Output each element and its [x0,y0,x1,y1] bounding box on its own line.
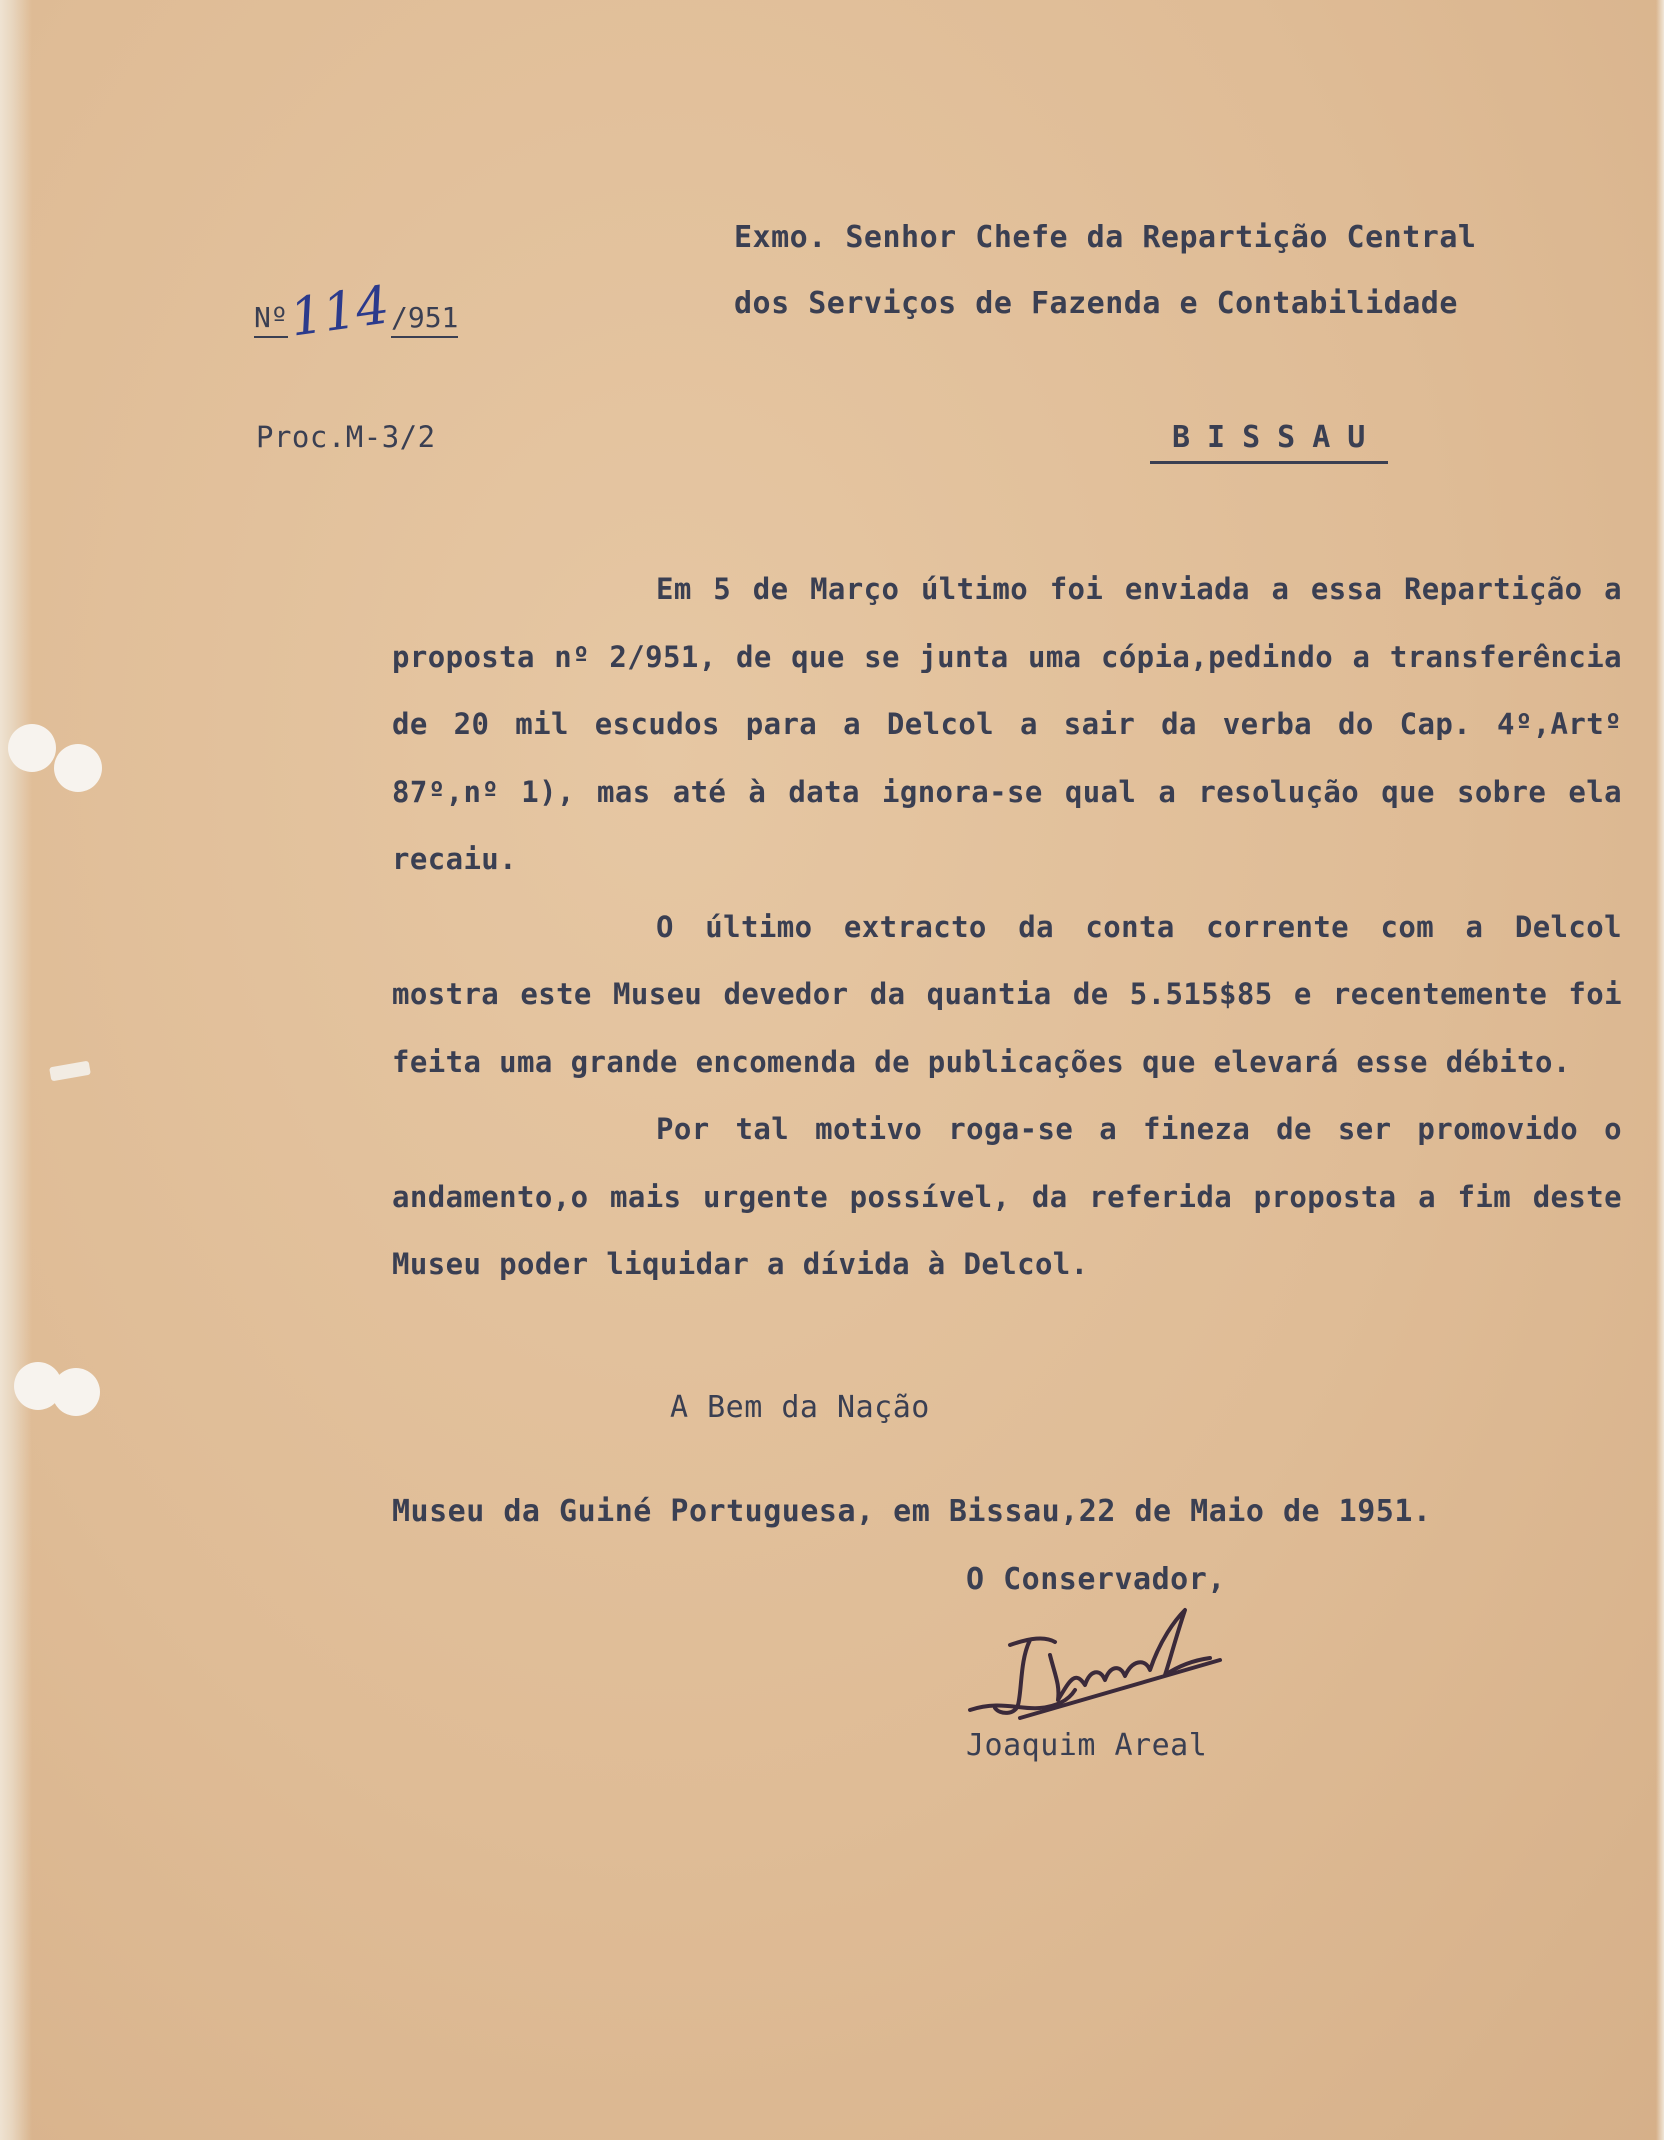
process-reference: Proc.M-3/2 [256,420,436,454]
paper-right-edge [1656,0,1664,2140]
destination-city: BISSAU [1150,420,1388,464]
signatory-name: Joaquim Areal [966,1728,1208,1763]
addressee-line-2: dos Serviços de Fazenda e Contabilidade [734,286,1458,321]
signatory-role: O Conservador, [966,1562,1226,1597]
body-paragraph-3: Por tal motivo roga-se a fineza de ser promovido o andamento,o mais urgente possível, da referida proposta a fim deste Museu poder liquidar a dívida à Delcol. [392,1112,1622,1281]
reference-prefix: Nº [254,301,288,338]
addressee-line-1: Exmo. Senhor Chefe da Repartição Central [734,220,1477,255]
punch-hole [52,1368,100,1416]
handwritten-signature [960,1600,1240,1730]
letter-body [392,556,1622,1299]
body-paragraph-1: Em 5 de Março último foi enviada a essa Repartição a proposta nº 2/951, de que se junta uma cópia,pedindo a transferência de 20 mil escudos para a Delcol a sair da verba do Cap. 4º,Artº 87º,nº 1), mas até à data ignora-se qual a resolução que sobre ela recaiu. [392,572,1622,876]
reference-number [254,275,459,356]
reference-year: /951 [391,301,458,338]
body-paragraph-2: O último extracto da conta corrente com a Delcol mostra este Museu devedor da quantia de 5.515$85 e recentemente foi feita uma grande encomenda de publicações que elevará esse débito. [392,909,1622,1079]
paper-edge-shadow [0,0,32,2140]
punch-hole [54,744,102,792]
reference-handwritten-number: 114 [286,275,393,349]
paper-tear [49,1061,91,1082]
place-and-date: Museu da Guiné Portuguesa, em Bissau,22 de Maio de 1951. [392,1494,1432,1529]
punch-hole [8,724,56,772]
closing-salutation: A Bem da Nação [670,1390,930,1425]
